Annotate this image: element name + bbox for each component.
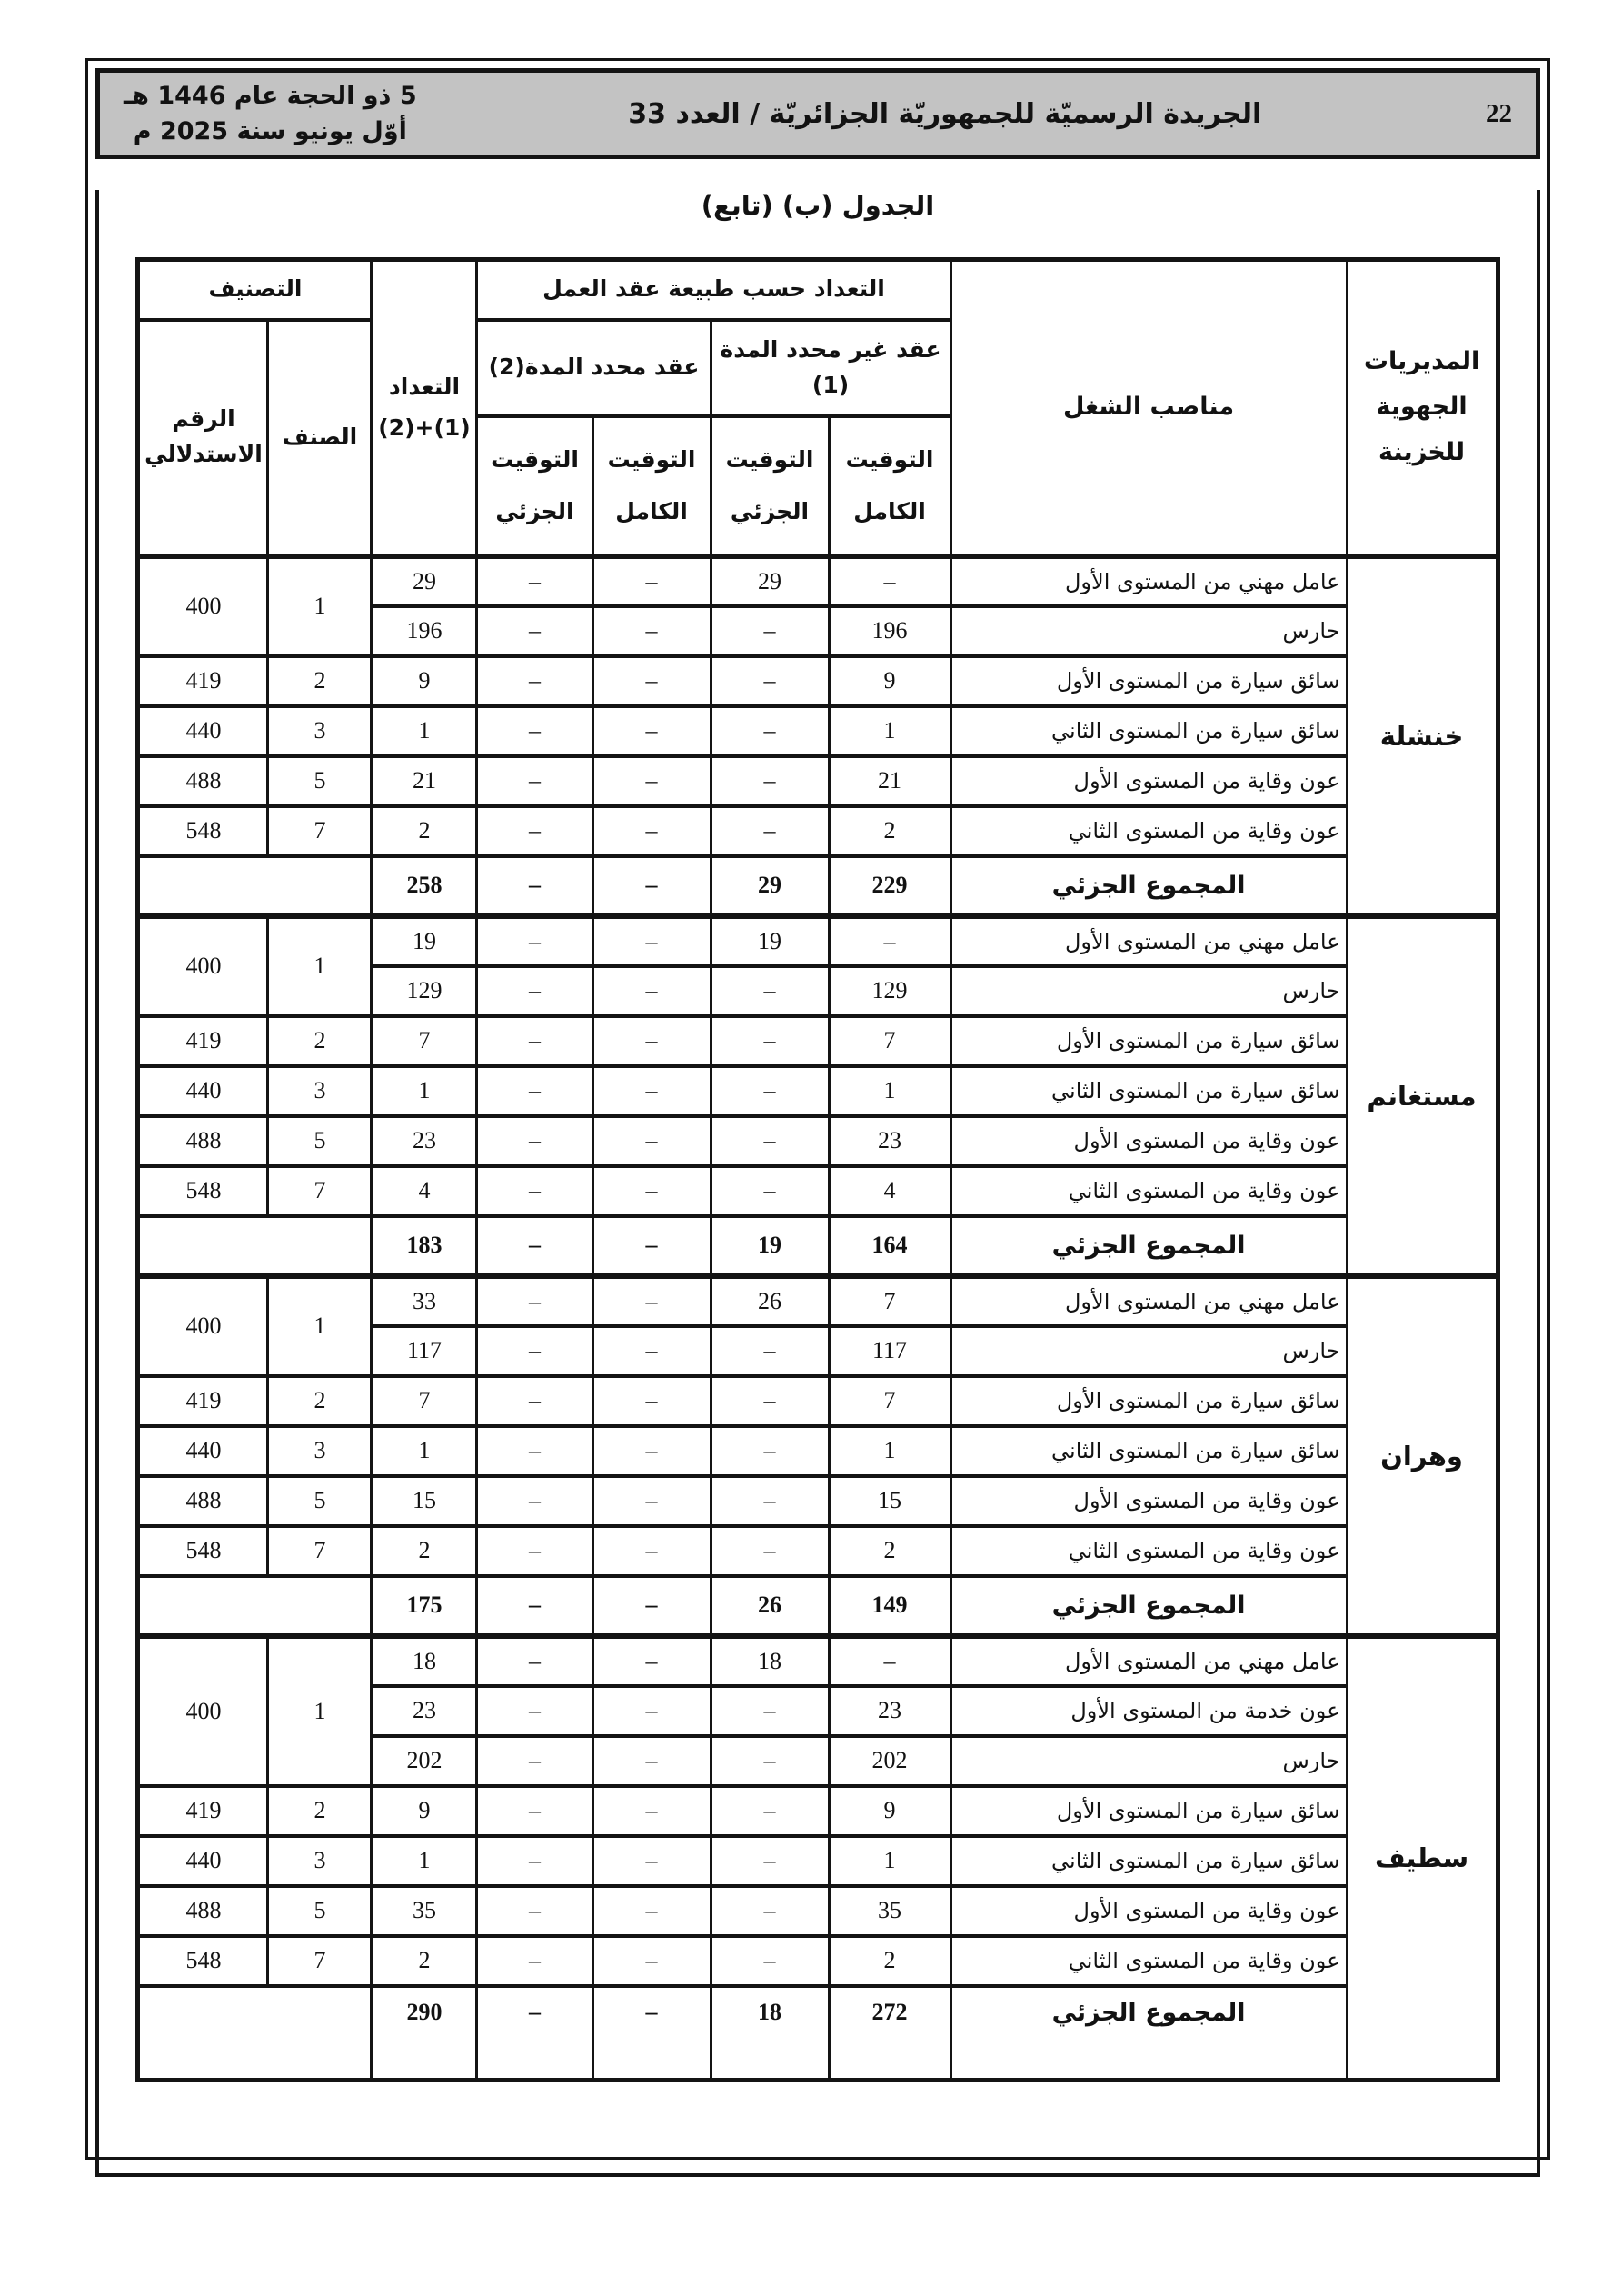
ft2-cell: – — [592, 1636, 711, 1686]
category-cell: 5 — [268, 1476, 372, 1526]
pt1-cell: – — [711, 1736, 829, 1786]
pt2-cell: – — [477, 916, 592, 966]
table-title: الجدول (ب) (تابع) — [701, 190, 935, 221]
ft1-cell: 196 — [829, 606, 950, 656]
pt2-cell: – — [477, 1276, 592, 1326]
pt2-cell: – — [477, 1936, 592, 1986]
col-header-index-number: الرقم الاستدلالي — [138, 320, 268, 556]
ft1-cell: – — [829, 556, 950, 606]
subtotal-pt2: – — [477, 1986, 592, 2081]
total-cell: 202 — [372, 1736, 477, 1786]
pt1-cell: 19 — [711, 916, 829, 966]
index-cell: 488 — [138, 1116, 268, 1166]
job-cell: سائق سيارة من المستوى الأول — [950, 656, 1347, 706]
total-cell: 2 — [372, 1526, 477, 1576]
category-cell: 1 — [268, 1636, 372, 1786]
date-block — [124, 78, 417, 149]
subtotal-label: المجموع الجزئي — [950, 1986, 1347, 2081]
index-cell: 548 — [138, 1936, 268, 1986]
subtotal-classification-blank — [138, 1986, 372, 2081]
col-header-category: الصنف — [268, 320, 372, 556]
subtotal-pt2: – — [477, 1576, 592, 1636]
subtotal-ft1: 164 — [829, 1216, 950, 1276]
ft2-cell: – — [592, 656, 711, 706]
job-cell: سائق سيارة من المستوى الأول — [950, 1376, 1347, 1426]
job-cell: حارس — [950, 606, 1347, 656]
pt2-cell: – — [477, 1886, 592, 1936]
pt2-cell: – — [477, 1066, 592, 1116]
col-header-job-positions: مناصب الشغل — [950, 260, 1347, 556]
ft1-cell: 23 — [829, 1686, 950, 1736]
pt1-cell: 29 — [711, 556, 829, 606]
ft2-cell: – — [592, 1116, 711, 1166]
subtotal-label: المجموع الجزئي — [950, 1216, 1347, 1276]
pt1-cell: 18 — [711, 1636, 829, 1686]
total-cell: 2 — [372, 806, 477, 856]
region-cell: خنشلة — [1347, 556, 1498, 916]
col-header-part-time-2: التوقيت الجزئي — [477, 416, 592, 556]
page-number: 22 — [1486, 98, 1512, 128]
pt1-cell: – — [711, 1376, 829, 1426]
category-cell: 7 — [268, 1936, 372, 1986]
table-header — [138, 260, 1498, 556]
index-cell: 440 — [138, 1426, 268, 1476]
region-cell: مستغانم — [1347, 916, 1498, 1276]
ft1-cell: 129 — [829, 966, 950, 1016]
pt1-cell: – — [711, 1166, 829, 1216]
ft1-cell: 15 — [829, 1476, 950, 1526]
col-header-contract-fixed: عقد محدد المدة(2) — [477, 320, 711, 416]
pt2-cell: – — [477, 1686, 592, 1736]
total-cell: 1 — [372, 1066, 477, 1116]
total-cell: 19 — [372, 916, 477, 966]
col-header-contract-indefinite: عقد غير محدد المدة (1) — [711, 320, 950, 416]
pt2-cell: – — [477, 1736, 592, 1786]
job-cell: عون وقاية من المستوى الثاني — [950, 806, 1347, 856]
pt2-cell: – — [477, 1376, 592, 1426]
col-header-classification: التصنيف — [138, 260, 372, 320]
ft1-cell: 23 — [829, 1116, 950, 1166]
subtotal-label: المجموع الجزئي — [950, 856, 1347, 916]
pt1-cell: – — [711, 1686, 829, 1736]
ft2-cell: – — [592, 606, 711, 656]
col-header-full-time-2: التوقيت الكامل — [592, 416, 711, 556]
hijri-date: 5 ذو الحجة عام 1446 هـ — [124, 81, 417, 110]
pt1-cell: – — [711, 1936, 829, 1986]
pt1-cell: 26 — [711, 1276, 829, 1326]
pt1-cell: – — [711, 1016, 829, 1066]
region-cell: وهران — [1347, 1276, 1498, 1636]
total-cell: 1 — [372, 1426, 477, 1476]
ft2-cell: – — [592, 556, 711, 606]
ft1-cell: 1 — [829, 1066, 950, 1116]
index-cell: 488 — [138, 1476, 268, 1526]
job-cell: سائق سيارة من المستوى الأول — [950, 1786, 1347, 1836]
pt2-cell: – — [477, 706, 592, 756]
region-cell: سطيف — [1347, 1636, 1498, 2081]
total-cell: 117 — [372, 1326, 477, 1376]
subtotal-total: 183 — [372, 1216, 477, 1276]
index-cell: 440 — [138, 1066, 268, 1116]
subtotal-pt1: 29 — [711, 856, 829, 916]
ft2-cell: – — [592, 916, 711, 966]
col-header-full-time-1: التوقيت الكامل — [829, 416, 950, 556]
pt2-cell: – — [477, 606, 592, 656]
ft1-cell: 9 — [829, 656, 950, 706]
total-cell: 1 — [372, 706, 477, 756]
subtotal-label: المجموع الجزئي — [950, 1576, 1347, 1636]
index-cell: 488 — [138, 1886, 268, 1936]
subtotal-pt1: 26 — [711, 1576, 829, 1636]
index-cell: 548 — [138, 1166, 268, 1216]
subtotal-classification-blank — [138, 1216, 372, 1276]
pt2-cell: – — [477, 806, 592, 856]
index-cell: 440 — [138, 1836, 268, 1886]
category-cell: 2 — [268, 1016, 372, 1066]
index-cell: 400 — [138, 1636, 268, 1786]
subtotal-ft2: – — [592, 1216, 711, 1276]
ft1-cell: 1 — [829, 706, 950, 756]
pt1-cell: – — [711, 1786, 829, 1836]
ft1-cell: 202 — [829, 1736, 950, 1786]
job-cell: سائق سيارة من المستوى الأول — [950, 1016, 1347, 1066]
col-header-directorates: المديريات الجهوية للخزينة — [1347, 260, 1498, 556]
subtotal-pt1: 19 — [711, 1216, 829, 1276]
pt2-cell: – — [477, 966, 592, 1016]
total-label-line1: التعداد — [388, 374, 461, 401]
total-cell: 29 — [372, 556, 477, 606]
job-cell: عامل مهني من المستوى الأول — [950, 916, 1347, 966]
category-cell: 1 — [268, 916, 372, 1016]
category-cell: 7 — [268, 806, 372, 856]
staff-table — [135, 257, 1499, 2082]
job-cell: عون وقاية من المستوى الأول — [950, 1886, 1347, 1936]
ft1-cell: 21 — [829, 756, 950, 806]
pt2-cell: – — [477, 1526, 592, 1576]
job-cell: سائق سيارة من المستوى الثاني — [950, 1066, 1347, 1116]
index-cell: 400 — [138, 556, 268, 656]
page-frame — [85, 58, 1550, 2160]
pt1-cell: – — [711, 606, 829, 656]
job-cell: حارس — [950, 1736, 1347, 1786]
gregorian-date: أوّل يونيو سنة 2025 م — [133, 117, 407, 145]
ft1-cell: 7 — [829, 1016, 950, 1066]
pt1-cell: – — [711, 1116, 829, 1166]
category-cell: 2 — [268, 656, 372, 706]
ft1-cell: – — [829, 916, 950, 966]
journal-title: الجريدة الرسميّة للجمهوريّة الجزائريّة / العدد 33 — [628, 97, 1262, 130]
ft1-cell: 1 — [829, 1836, 950, 1886]
subtotal-ft2: – — [592, 856, 711, 916]
col-header-total — [372, 260, 477, 556]
index-cell: 488 — [138, 756, 268, 806]
job-cell: عامل مهني من المستوى الأول — [950, 1636, 1347, 1686]
category-cell: 5 — [268, 1886, 372, 1936]
ft2-cell: – — [592, 1376, 711, 1426]
pt1-cell: – — [711, 1476, 829, 1526]
index-cell: 419 — [138, 656, 268, 706]
pt1-cell: – — [711, 656, 829, 706]
total-label-line2: (1)+(2) — [378, 414, 471, 442]
pt2-cell: – — [477, 1836, 592, 1886]
total-cell: 2 — [372, 1936, 477, 1986]
job-cell: عون وقاية من المستوى الثاني — [950, 1526, 1347, 1576]
index-cell: 419 — [138, 1376, 268, 1426]
pt2-cell: – — [477, 1636, 592, 1686]
ft1-cell: 4 — [829, 1166, 950, 1216]
pt1-cell: – — [711, 1066, 829, 1116]
pt2-cell: – — [477, 1016, 592, 1066]
category-cell: 1 — [268, 556, 372, 656]
ft2-cell: – — [592, 1426, 711, 1476]
subtotal-ft1: 272 — [829, 1986, 950, 2081]
subtotal-ft2: – — [592, 1576, 711, 1636]
total-cell: 35 — [372, 1886, 477, 1936]
ft1-cell: 7 — [829, 1376, 950, 1426]
ft2-cell: – — [592, 1686, 711, 1736]
subtotal-pt1: 18 — [711, 1986, 829, 2081]
ft1-cell: 9 — [829, 1786, 950, 1836]
pt1-cell: – — [711, 1886, 829, 1936]
ft2-cell: – — [592, 1326, 711, 1376]
ft2-cell: – — [592, 1886, 711, 1936]
region-group-mostaganem — [138, 916, 1498, 1276]
category-cell: 5 — [268, 756, 372, 806]
job-cell: حارس — [950, 966, 1347, 1016]
total-cell: 18 — [372, 1636, 477, 1686]
subtotal-classification-blank — [138, 856, 372, 916]
ft1-cell: 2 — [829, 806, 950, 856]
category-cell: 3 — [268, 1426, 372, 1476]
ft2-cell: – — [592, 706, 711, 756]
total-cell: 33 — [372, 1276, 477, 1326]
ft2-cell: – — [592, 1276, 711, 1326]
region-group-khenchela — [138, 556, 1498, 916]
ft2-cell: – — [592, 1016, 711, 1066]
job-cell: عامل مهني من المستوى الأول — [950, 556, 1347, 606]
ft2-cell: – — [592, 1836, 711, 1886]
job-cell: عامل مهني من المستوى الأول — [950, 1276, 1347, 1326]
pt2-cell: – — [477, 556, 592, 606]
job-cell: سائق سيارة من المستوى الثاني — [950, 1426, 1347, 1476]
ft2-cell: – — [592, 1476, 711, 1526]
subtotal-pt2: – — [477, 856, 592, 916]
job-cell: عون وقاية من المستوى الثاني — [950, 1936, 1347, 1986]
total-cell: 23 — [372, 1116, 477, 1166]
ft2-cell: – — [592, 966, 711, 1016]
pt1-cell: – — [711, 1426, 829, 1476]
pt2-cell: – — [477, 1166, 592, 1216]
index-cell: 440 — [138, 706, 268, 756]
category-cell: 5 — [268, 1116, 372, 1166]
region-group-setif — [138, 1636, 1498, 2081]
category-cell: 2 — [268, 1786, 372, 1836]
ft1-cell: 2 — [829, 1936, 950, 1986]
pt2-cell: – — [477, 1326, 592, 1376]
ft1-cell: – — [829, 1636, 950, 1686]
pt1-cell: – — [711, 1836, 829, 1886]
pt1-cell: – — [711, 756, 829, 806]
index-cell: 548 — [138, 806, 268, 856]
job-cell: سائق سيارة من المستوى الثاني — [950, 706, 1347, 756]
index-cell: 548 — [138, 1526, 268, 1576]
job-cell: عون وقاية من المستوى الثاني — [950, 1166, 1347, 1216]
subtotal-ft1: 229 — [829, 856, 950, 916]
job-cell: سائق سيارة من المستوى الثاني — [950, 1836, 1347, 1886]
pt1-cell: – — [711, 706, 829, 756]
ft1-cell: 35 — [829, 1886, 950, 1936]
subtotal-ft1: 149 — [829, 1576, 950, 1636]
pt2-cell: – — [477, 756, 592, 806]
pt1-cell: – — [711, 1326, 829, 1376]
content-box — [95, 190, 1540, 2177]
total-cell: 7 — [372, 1016, 477, 1066]
category-cell: 3 — [268, 1066, 372, 1116]
ft2-cell: – — [592, 756, 711, 806]
total-cell: 15 — [372, 1476, 477, 1526]
pt1-cell: – — [711, 966, 829, 1016]
pt2-cell: – — [477, 1426, 592, 1476]
pt2-cell: – — [477, 1476, 592, 1526]
job-cell: عون خدمة من المستوى الأول — [950, 1686, 1347, 1736]
pt1-cell: – — [711, 806, 829, 856]
region-group-oran — [138, 1276, 1498, 1636]
ft2-cell: – — [592, 1936, 711, 1986]
ft1-cell: 7 — [829, 1276, 950, 1326]
pt1-cell: – — [711, 1526, 829, 1576]
job-cell: عون وقاية من المستوى الأول — [950, 1476, 1347, 1526]
job-cell: عون وقاية من المستوى الأول — [950, 1116, 1347, 1166]
subtotal-total: 175 — [372, 1576, 477, 1636]
total-cell: 1 — [372, 1836, 477, 1886]
total-cell: 4 — [372, 1166, 477, 1216]
ft2-cell: – — [592, 1786, 711, 1836]
total-cell: 9 — [372, 1786, 477, 1836]
subtotal-classification-blank — [138, 1576, 372, 1636]
ft2-cell: – — [592, 1526, 711, 1576]
ft2-cell: – — [592, 1066, 711, 1116]
ft1-cell: 2 — [829, 1526, 950, 1576]
ft2-cell: – — [592, 1736, 711, 1786]
ft1-cell: 117 — [829, 1326, 950, 1376]
index-cell: 419 — [138, 1016, 268, 1066]
job-cell: حارس — [950, 1326, 1347, 1376]
subtotal-total: 258 — [372, 856, 477, 916]
col-header-count-by-contract: التعداد حسب طبيعة عقد العمل — [477, 260, 950, 320]
total-cell: 23 — [372, 1686, 477, 1736]
total-cell: 196 — [372, 606, 477, 656]
category-cell: 7 — [268, 1166, 372, 1216]
index-cell: 400 — [138, 1276, 268, 1376]
job-cell: عون وقاية من المستوى الأول — [950, 756, 1347, 806]
pt2-cell: – — [477, 656, 592, 706]
category-cell: 3 — [268, 706, 372, 756]
category-cell: 1 — [268, 1276, 372, 1376]
ft1-cell: 1 — [829, 1426, 950, 1476]
subtotal-total: 290 — [372, 1986, 477, 2081]
total-cell: 21 — [372, 756, 477, 806]
pt2-cell: – — [477, 1786, 592, 1836]
pt2-cell: – — [477, 1116, 592, 1166]
subtotal-ft2: – — [592, 1986, 711, 2081]
category-cell: 7 — [268, 1526, 372, 1576]
category-cell: 2 — [268, 1376, 372, 1426]
subtotal-pt2: – — [477, 1216, 592, 1276]
index-cell: 400 — [138, 916, 268, 1016]
col-header-part-time-1: التوقيت الجزئي — [711, 416, 829, 556]
total-cell: 7 — [372, 1376, 477, 1426]
ft2-cell: – — [592, 1166, 711, 1216]
index-cell: 419 — [138, 1786, 268, 1836]
total-cell: 129 — [372, 966, 477, 1016]
ft2-cell: – — [592, 806, 711, 856]
total-cell: 9 — [372, 656, 477, 706]
header-bar — [95, 68, 1540, 159]
category-cell: 3 — [268, 1836, 372, 1886]
